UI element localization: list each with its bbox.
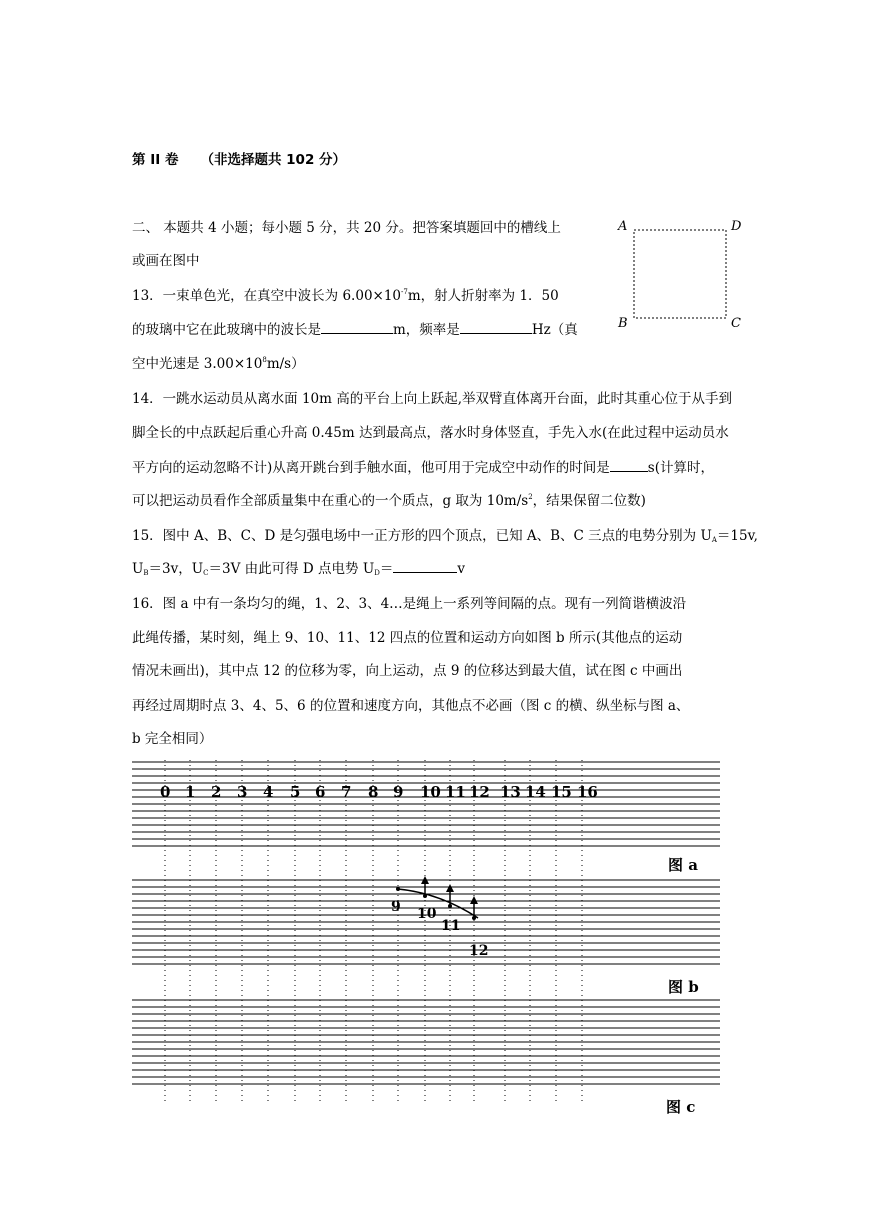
q15-sub-b: B bbox=[143, 569, 149, 577]
vertex-c-label: C bbox=[731, 316, 741, 331]
vertex-d-label: D bbox=[731, 219, 742, 234]
fig-c-label: 图 c bbox=[666, 1098, 696, 1116]
vertex-a-label: A bbox=[618, 219, 628, 234]
q15-text-1a: 15．图中 A、B、C、D 是匀强电场中一正方形的四个顶点，已知 A、B、C 三点的电势分别为 U bbox=[132, 528, 712, 544]
fig-b-point-11: 11 bbox=[441, 918, 461, 934]
fig-a-point-label: 5 bbox=[290, 783, 301, 801]
fig-a-point-label: 2 bbox=[211, 783, 222, 801]
fig-a-point-label: 4 bbox=[263, 783, 274, 801]
fig-a-point-label: 15 bbox=[551, 783, 572, 801]
fig-b-label: 图 b bbox=[668, 978, 699, 996]
q16-line2: 此绳传播，某时刻，绳上 9、10、11、12 四点的位置和运动方向如图 b 所示(其他点的运动 bbox=[132, 630, 683, 646]
part2-line2: 或画在图中 bbox=[132, 253, 200, 269]
arrow-head-icon bbox=[446, 884, 454, 892]
section-title: 第 II 卷 bbox=[132, 152, 179, 168]
q15-text-2d: ＝ bbox=[379, 561, 394, 577]
q14-text-3a: 平方向的运动忽略不计)从离开跳台到手触水面，他可用于完成空中动作的时间是 bbox=[132, 460, 610, 476]
q15-text-2c: ＝3V 由此可得 D 点电势 U bbox=[208, 561, 375, 577]
q15-sub-a: A bbox=[711, 536, 717, 544]
q13-text-b1: 的玻璃中它在此玻璃中的波长是 bbox=[132, 322, 321, 338]
q13-text-c1: 空中光速是 3.00×10 bbox=[132, 356, 263, 372]
figure-b-wave bbox=[391, 876, 488, 959]
point-9-marker bbox=[396, 887, 400, 891]
q15-text-2a: U bbox=[132, 561, 144, 577]
fig-a-point-label: 10 bbox=[420, 783, 441, 801]
q16-line4: 再经过周期时点 3、4、5、6 的位置和速度方向，其他点不必画（图 c 的横、纵坐标与图 a、 bbox=[132, 698, 690, 714]
fig-b-point-9: 9 bbox=[391, 899, 401, 915]
q13-text-a2: m，射人折射率为 1．50 bbox=[407, 288, 559, 304]
fig-a-point-label: 13 bbox=[500, 783, 521, 801]
q16-line1: 16．图 a 中有一条均匀的绳，1、2、3、4…是绳上一系列等间隔的点。现有一列简谐横波沿 bbox=[132, 596, 687, 612]
q15-sub-c: C bbox=[203, 569, 209, 577]
q16-line3: 情况未画出)，其中点 12 的位移为零，向上运动，点 9 的位移达到最大值，试在图 c 中画出 bbox=[132, 663, 683, 679]
q13-text-a1: 13．一束单色光，在真空中波长为 6.00×10 bbox=[132, 288, 402, 304]
arrow-head-icon bbox=[470, 896, 478, 904]
fig-a-point-label: 16 bbox=[577, 783, 598, 801]
q13-text-b3: Hz（真 bbox=[531, 322, 578, 338]
q13-text-c2: m/s） bbox=[266, 356, 305, 372]
fig-a-point-label: 8 bbox=[368, 783, 379, 801]
figure-a-point-labels bbox=[160, 783, 598, 801]
q13-text-b2: m，频率是 bbox=[393, 322, 460, 338]
q15-text-1b: ＝15v, bbox=[716, 528, 758, 544]
point-10-marker bbox=[423, 894, 427, 898]
q16-line5: b 完全相同） bbox=[132, 731, 213, 747]
q14-line2: 脚全长的中点跃起后重心升高 0.45m 达到最高点，落水时身体竖直，手先入水(在此过程中运动员水 bbox=[132, 425, 729, 441]
fig-b-point-10: 10 bbox=[417, 906, 437, 922]
q14-exponent: 2 bbox=[528, 493, 533, 501]
q15-text-2e: v bbox=[457, 561, 465, 577]
part2-line1: 二、 本题共 4 小题；每小题 5 分，共 20 分。把答案填题回中的槽线上 bbox=[132, 220, 561, 236]
fig-b-point-12: 12 bbox=[469, 943, 489, 959]
q14-text-4a: 可以把运动员看作全部质量集中在重心的一个质点，g 取为 10m/s bbox=[132, 493, 529, 509]
q13-exponent-1: -7 bbox=[401, 288, 408, 296]
q14-line1: 14．一跳水运动员从离水面 10m 高的平台上向上跃起,举双臂直体离开台面，此时其重心位于从手到 bbox=[132, 391, 733, 407]
fig-a-point-label: 6 bbox=[315, 783, 326, 801]
point-12-marker bbox=[472, 916, 476, 920]
q13-exponent-2: 8 bbox=[262, 356, 267, 364]
q15-sub-d: D bbox=[374, 569, 380, 577]
fig-a-point-label: 7 bbox=[341, 783, 352, 801]
wave-segment bbox=[398, 889, 478, 918]
fig-a-point-label: 11 bbox=[445, 783, 466, 801]
point-11-marker bbox=[448, 904, 452, 908]
fig-a-point-label: 1 bbox=[185, 783, 196, 801]
section-subtitle: （非选择题共 102 分） bbox=[200, 152, 347, 168]
fig-a-point-label: 9 bbox=[393, 783, 404, 801]
q15-text-2b: ＝3v，U bbox=[148, 561, 204, 577]
fig-a-point-label: 3 bbox=[237, 783, 248, 801]
fig-a-point-label: 0 bbox=[160, 783, 171, 801]
figure-grid-lines bbox=[132, 760, 720, 1105]
q14-text-4b: ，结果保留二位数) bbox=[532, 493, 646, 509]
fig-a-point-label: 14 bbox=[525, 783, 546, 801]
fig-a-point-label: 12 bbox=[469, 783, 490, 801]
q14-text-3b: s(计算时， bbox=[647, 460, 714, 476]
vertex-b-label: B bbox=[618, 316, 628, 331]
fig-a-label: 图 a bbox=[668, 856, 698, 874]
